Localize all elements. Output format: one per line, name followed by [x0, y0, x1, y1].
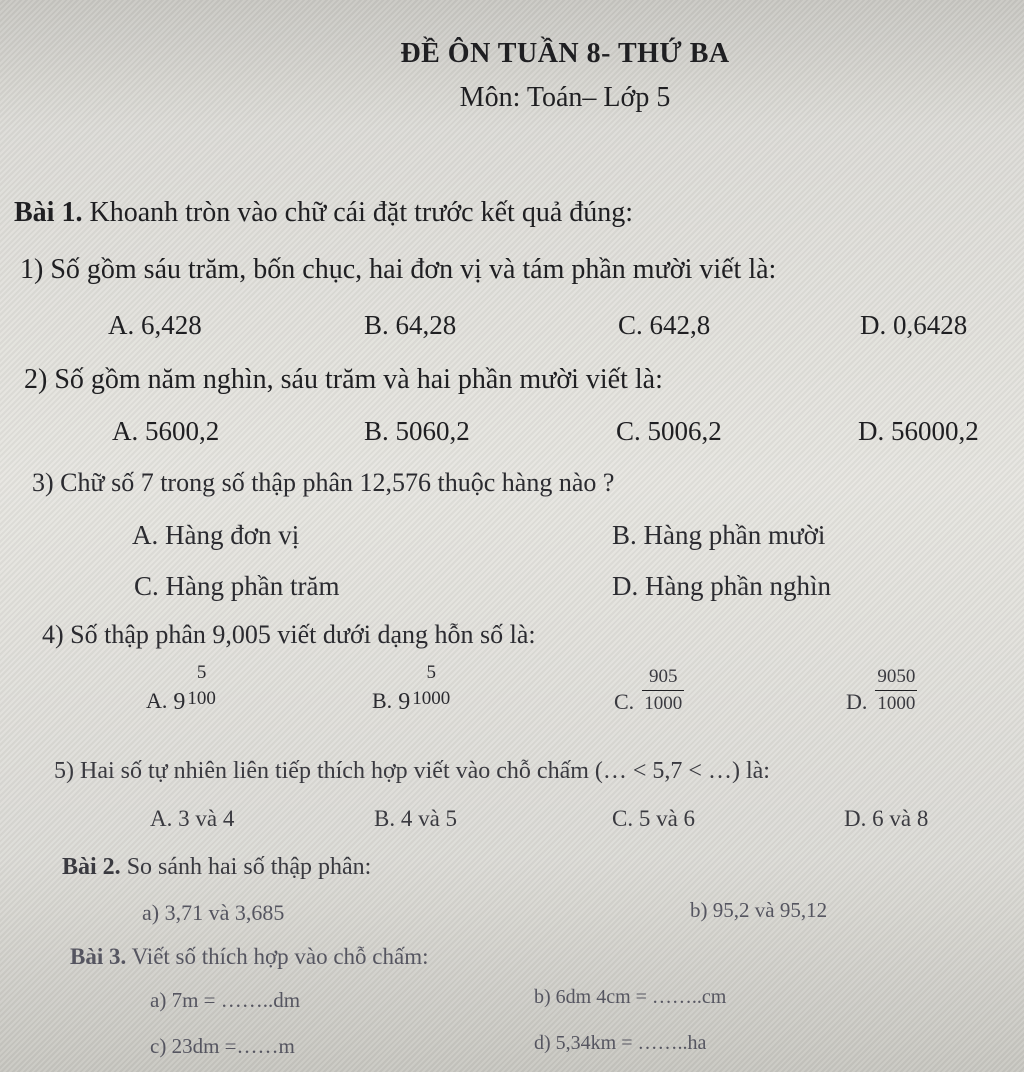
mixed-number-b-whole: 9: [398, 689, 411, 715]
mixed-number-a: [173, 662, 216, 716]
fraction-denominator: 1000: [412, 688, 451, 709]
page-title: ĐỀ ÔN TUẦN 8- THỨ BA: [400, 38, 730, 69]
exercise-3-heading: [70, 944, 429, 970]
exercise-3-label: Bài 3.: [70, 944, 127, 969]
question-1-option-d[interactable]: D. 0,6428: [860, 310, 968, 340]
exercise-1-heading: [14, 197, 633, 229]
question-4-option-c[interactable]: [614, 666, 684, 715]
exercise-3-item-a: a) 7m = ……..dm: [150, 988, 301, 1012]
exercise-2-item-b: b) 95,2 và 95,12: [690, 898, 828, 922]
mixed-number-a-whole: 9: [173, 689, 186, 715]
question-2-text: 2) Số gồm năm nghìn, sáu trăm và hai phần mười viết là:: [24, 364, 663, 395]
mixed-number-b-fraction: [412, 662, 450, 710]
fraction-numerator: 5: [196, 662, 207, 683]
question-4-option-a-label: A.: [146, 688, 168, 713]
question-5-text: 5) Hai số tự nhiên liên tiếp thích hợp viết vào chỗ chấm (… < 5,7 < …) là:: [54, 758, 770, 784]
exercise-2-heading: [62, 854, 371, 881]
fraction-d: [875, 666, 917, 715]
question-3-option-b[interactable]: B. Hàng phần mười: [612, 520, 826, 550]
fraction-denominator: 1000: [642, 690, 684, 715]
question-4-option-c-label: C.: [614, 688, 635, 714]
mixed-number-a-fraction: [187, 662, 216, 710]
question-4-option-b-label: B.: [372, 688, 393, 713]
question-3-option-d[interactable]: D. Hàng phần nghìn: [612, 571, 831, 601]
page-subtitle: Môn: Toán– Lớp 5: [459, 82, 671, 113]
question-5-option-c[interactable]: C. 5 và 6: [612, 806, 696, 831]
fraction-numerator: 905: [648, 666, 678, 687]
exercise-3-item-c: c) 23dm =……m: [150, 1034, 295, 1058]
exercise-1-label: Bài 1.: [14, 197, 83, 228]
exercise-3-item-b: b) 6dm 4cm = ……..cm: [534, 986, 727, 1008]
question-3-option-c[interactable]: C. Hàng phần trăm: [134, 571, 340, 601]
fraction-denominator: 1000: [875, 690, 917, 715]
question-5-option-a[interactable]: A. 3 và 4: [150, 806, 235, 831]
question-2-option-a[interactable]: A. 5600,2: [112, 416, 220, 446]
question-4-option-a[interactable]: [146, 662, 216, 716]
exercise-3-instruction: Viết số thích hợp vào chỗ chấm:: [126, 944, 429, 969]
question-2-option-b[interactable]: B. 5060,2: [364, 416, 470, 446]
question-5-option-b[interactable]: B. 4 và 5: [374, 806, 458, 831]
question-5-option-d[interactable]: D. 6 và 8: [844, 806, 929, 831]
exercise-2-label: Bài 2.: [62, 854, 121, 880]
fraction-denominator: 100: [187, 688, 216, 709]
fraction-c: [642, 666, 684, 715]
question-1-option-a[interactable]: A. 6,428: [108, 310, 202, 340]
question-3-text: 3) Chữ số 7 trong số thập phân 12,576 thuộc hàng nào ?: [32, 468, 615, 497]
question-4-option-d[interactable]: [846, 666, 917, 715]
mixed-number-b: [398, 662, 451, 716]
exercise-2-instruction: So sánh hai số thập phân:: [120, 854, 372, 880]
exercise-2-item-a: a) 3,71 và 3,685: [142, 900, 285, 925]
question-1-option-c[interactable]: C. 642,8: [618, 310, 711, 340]
question-4-option-d-label: D.: [846, 688, 868, 714]
question-2-option-c[interactable]: C. 5006,2: [616, 416, 722, 446]
fraction-numerator: 9050: [877, 666, 916, 687]
question-1-text: 1) Số gồm sáu trăm, bốn chục, hai đơn vị và tám phần mười viết là:: [20, 254, 777, 285]
question-1-option-b[interactable]: B. 64,28: [364, 310, 457, 340]
fraction-numerator: 5: [426, 662, 436, 683]
exercise-3-item-d: d) 5,34km = ……..ha: [534, 1032, 707, 1054]
question-4-option-b[interactable]: [372, 662, 451, 716]
question-2-option-d[interactable]: D. 56000,2: [858, 416, 979, 446]
question-4-text: 4) Số thập phân 9,005 viết dưới dạng hỗn số là:: [42, 620, 536, 649]
exercise-1-instruction: Khoanh tròn vào chữ cái đặt trước kết quả đúng:: [82, 197, 634, 228]
question-3-option-a[interactable]: A. Hàng đơn vị: [132, 520, 300, 550]
